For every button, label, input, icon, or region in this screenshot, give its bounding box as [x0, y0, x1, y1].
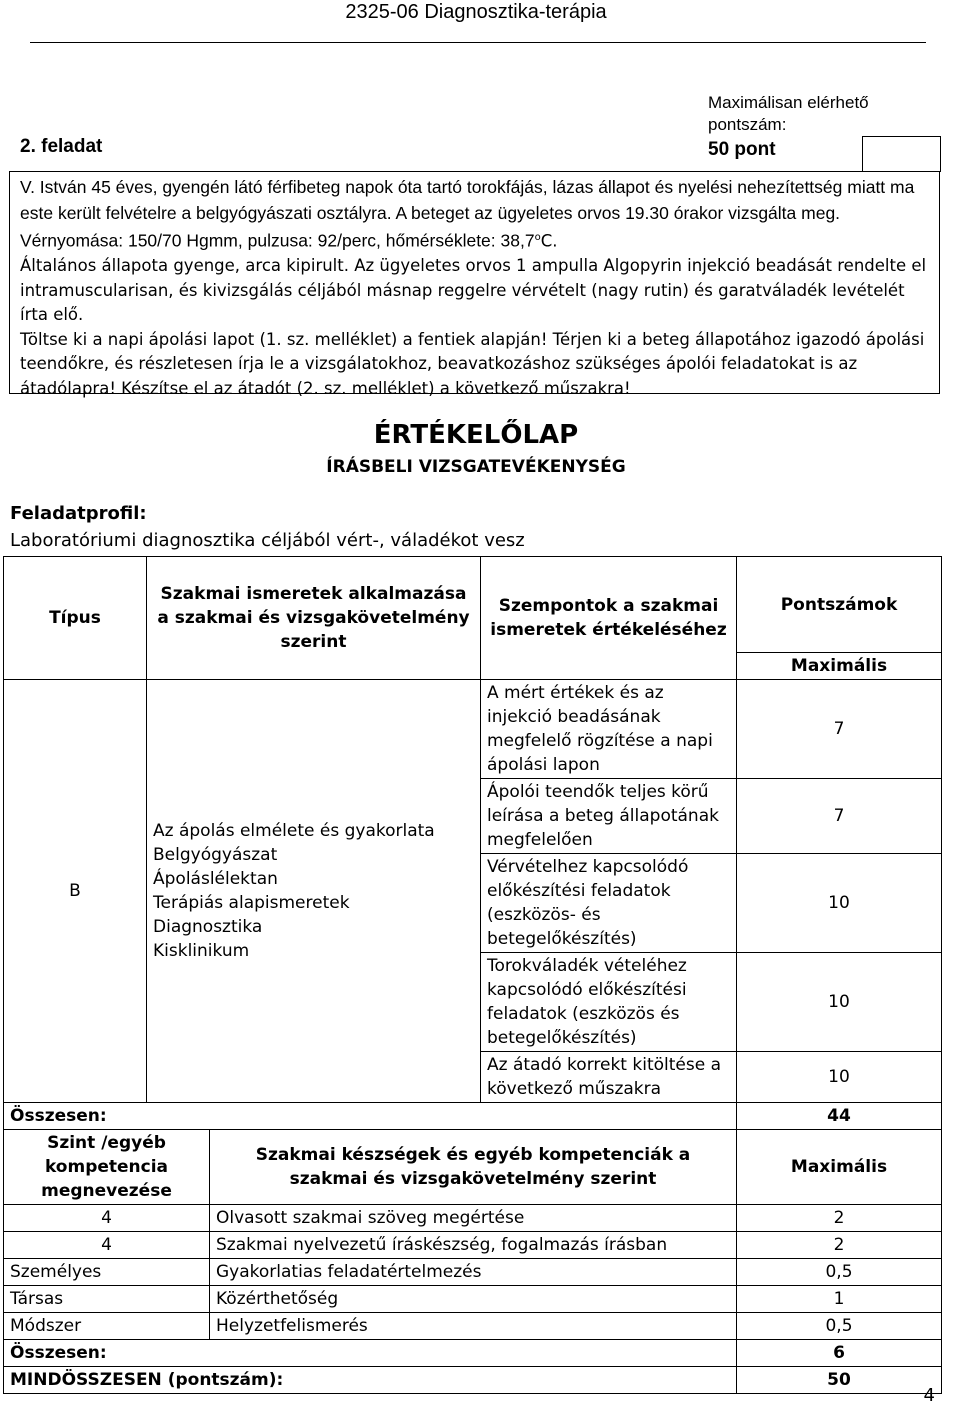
- max-label-line1: Maximálisan elérhető: [708, 93, 869, 112]
- knowledge-list: [147, 680, 481, 1103]
- col-knowledge-header: Szakmai ismeretek alkalmazása a szakmai és vizsgakövetelmény szerint: [147, 557, 481, 680]
- evaluation-sheet-title: ÉRTÉKELŐLAP: [373, 420, 579, 450]
- evaluation-table: [3, 556, 942, 1394]
- col-type-header: Típus: [4, 557, 147, 680]
- table2-header-row: [4, 1130, 942, 1205]
- task-description-box: [9, 171, 940, 398]
- table2-total-row: [4, 1340, 942, 1367]
- table-row: [4, 680, 942, 779]
- total-value: 6: [737, 1340, 942, 1367]
- max-cell: 0,5: [737, 1259, 942, 1286]
- col-criteria-header: Szempontok a szakmai ismeretek értékeléséhez: [481, 557, 737, 680]
- task-paragraph-1: V. István 45 éves, gyengén látó férfibeteg napok óta tartó torokfájás, lázas állapot és nyelési nehezítettség miatt ma este került felvételre a belgyógyászati osztályra. A beteget az ügyeletes orvos 19.30 órakor vizsgálta meg. Vérnyomása: 150/70 Hgmm, pulzusa: 92/perc, hőmérséklete: 38,7$^o$C.: [20, 177, 915, 251]
- criterion-cell: Vérvételhez kapcsolódó előkészítési feladatok (eszközös- és betegelőkészítés): [481, 854, 737, 953]
- level-cell: 4: [4, 1232, 210, 1259]
- max-cell: 2: [737, 1232, 942, 1259]
- total-label: Összesen:: [4, 1340, 737, 1367]
- criterion-cell: Az átadó korrekt kitöltése a következő műszakra: [481, 1052, 737, 1103]
- total-label: Összesen:: [4, 1103, 737, 1130]
- criterion-cell: A mért értékek és az injekció beadásának megfelelő rögzítése a napi ápolási lapon: [481, 680, 737, 779]
- evaluation-sheet-subtitle: ÍRÁSBELI VIZSGATEVÉKENYSÉG: [326, 457, 626, 477]
- max-cell: 10: [737, 854, 942, 953]
- page-number: 4: [923, 1385, 935, 1406]
- level-cell: Társas: [4, 1286, 210, 1313]
- level-cell: Személyes: [4, 1259, 210, 1286]
- col-points-header: Pontszámok: [737, 557, 942, 653]
- achieved-score-box: [862, 136, 941, 172]
- list-item: Az ápolás elmélete és gyakorlata: [153, 821, 435, 841]
- max-cell: 0,5: [737, 1313, 942, 1340]
- table1-header-row: [4, 557, 942, 653]
- list-item: Diagnosztika: [153, 917, 263, 937]
- criterion-cell: Ápolói teendők teljes körű leírása a beteg állapotának megfelelően: [481, 779, 737, 854]
- table-row: [4, 1205, 942, 1232]
- task-paragraph-2: Általános állapota gyenge, arca kipirult. Az ügyeletes orvos 1 ampulla Algopyrin injekció beadását rendelte el intramuscularisan, és kivizsgálás céljából másnap reggelre vérvételt (nagy rutin) és garatváladék levételét írta elő.: [20, 256, 927, 324]
- list-item: Kisklinikum: [153, 941, 250, 961]
- col-max2-header: Maximális: [737, 1130, 942, 1205]
- skill-cell: Szakmai nyelvezetű íráskészség, fogalmazás írásban: [210, 1232, 737, 1259]
- table-row: [4, 1313, 942, 1340]
- skill-cell: Közérthetőség: [210, 1286, 737, 1313]
- max-cell: 7: [737, 779, 942, 854]
- list-item: Ápoláslélektan: [153, 869, 278, 889]
- col-max-header: Maximális: [737, 653, 942, 680]
- max-cell: 2: [737, 1205, 942, 1232]
- level-cell: 4: [4, 1205, 210, 1232]
- table-row: [4, 1259, 942, 1286]
- task-label: 2. feladat: [20, 136, 103, 157]
- page-header-title: 2325-06 Diagnosztika-terápia: [345, 1, 607, 23]
- skill-cell: Helyzetfelismerés: [210, 1313, 737, 1340]
- task-paragraph-3: Töltse ki a napi ápolási lapot (1. sz. melléklet) a fentiek alapján! Térjen ki a beteg állapotához igazodó ápolási teendőkre, és részletesen írja le a vizsgálatokhoz, beavatkozáshoz szükséges ápolói feladatokat is az átadólapra! Készítse el az átadót (2. sz. melléklet) a következő műszakra!: [20, 329, 925, 398]
- table1-total-row: [4, 1103, 942, 1130]
- header-divider: [30, 42, 926, 43]
- skill-cell: Gyakorlatias feladatértelmezés: [210, 1259, 737, 1286]
- skill-cell: Olvasott szakmai szöveg megértése: [210, 1205, 737, 1232]
- table-row: [4, 1232, 942, 1259]
- list-item: Belgyógyászat: [153, 845, 278, 865]
- grand-total-row: [4, 1367, 942, 1394]
- col-skills-header: Szakmai készségek és egyéb kompetenciák a szakmai és vizsgakövetelmény szerint: [210, 1130, 737, 1205]
- grand-total-label: MINDÖSSZESEN (pontszám):: [4, 1367, 737, 1394]
- col-level-header: Szint /egyéb kompetencia megnevezése: [4, 1130, 210, 1205]
- profile-label: Feladatprofil:: [10, 503, 147, 524]
- max-cell: 10: [737, 1052, 942, 1103]
- type-value: B: [4, 680, 147, 1103]
- max-cell: 1: [737, 1286, 942, 1313]
- max-points-value: 50 pont: [708, 139, 776, 160]
- max-cell: 10: [737, 953, 942, 1052]
- max-cell: 7: [737, 680, 942, 779]
- profile-text: Laboratóriumi diagnosztika céljából vért-, váladékot vesz: [10, 530, 525, 551]
- table-row: [4, 1286, 942, 1313]
- level-cell: Módszer: [4, 1313, 210, 1340]
- list-item: Terápiás alapismeretek: [153, 893, 350, 913]
- max-points-block: [708, 92, 869, 161]
- max-label-line2: pontszám:: [708, 115, 787, 134]
- total-value: 44: [737, 1103, 942, 1130]
- grand-total-value: 50: [737, 1367, 942, 1394]
- criterion-cell: Torokváladék vételéhez kapcsolódó előkészítési feladatok (eszközös és betegelőkészítés): [481, 953, 737, 1052]
